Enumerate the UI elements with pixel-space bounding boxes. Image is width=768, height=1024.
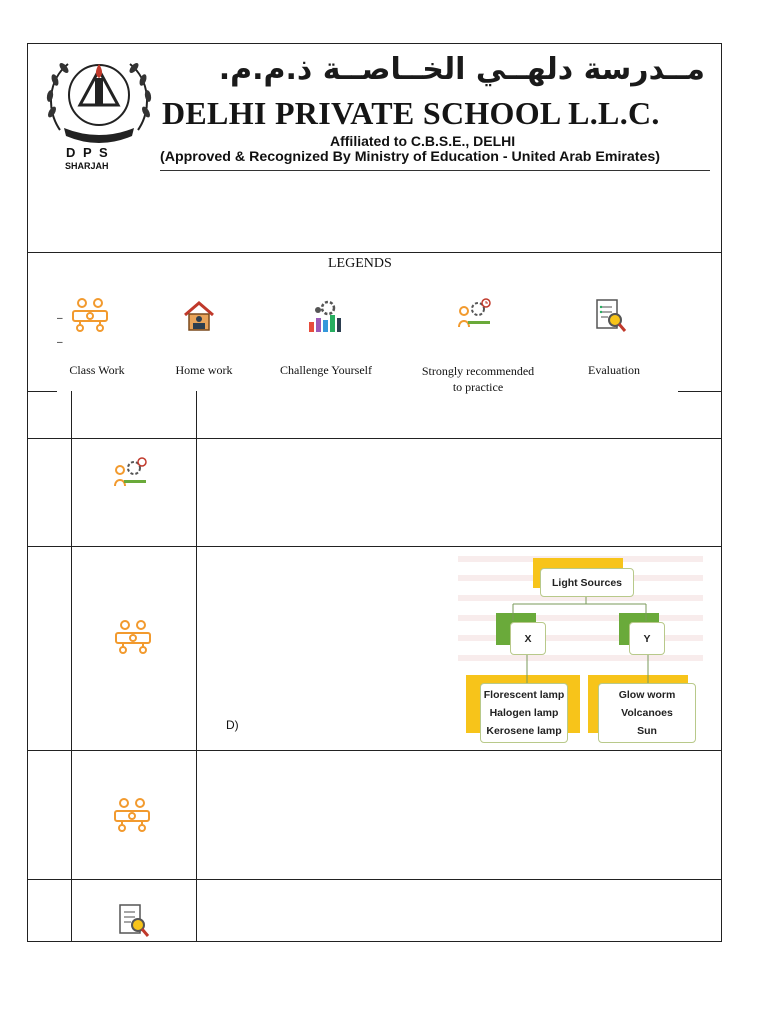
class-work-icon	[112, 795, 152, 840]
table-col-divider	[71, 391, 72, 942]
legend-label-challenge-yourself: Challenge Yourself	[280, 363, 372, 377]
legend-label-line: to practice	[452, 380, 504, 394]
option-d-label: D)	[226, 718, 239, 732]
table-border-left	[27, 391, 28, 942]
legend-dash: –	[57, 337, 63, 348]
evaluation-icon	[118, 903, 150, 944]
diagram-root-box: Light Sources	[540, 568, 634, 597]
diagram-x-items	[480, 683, 568, 743]
table-col-divider	[196, 391, 197, 942]
legend-label-evaluation: Evaluation	[588, 363, 640, 377]
strongly-recommended-icon	[112, 456, 148, 497]
strongly-recommended-icon	[456, 297, 492, 338]
table-row-divider	[27, 546, 722, 547]
legends-title: LEGENDS	[328, 256, 392, 271]
legend-label-line: Strongly recommended	[421, 364, 535, 378]
table-border-right	[721, 391, 722, 942]
table-rule	[27, 391, 57, 392]
evaluation-icon	[595, 298, 627, 339]
table-row-divider	[27, 879, 722, 880]
legend-label-home-work: Home work	[175, 363, 233, 377]
approval-text: (Approved & Recognized By Ministry of Education - United Arab Emirates)	[160, 149, 661, 165]
legend-dash: –	[57, 313, 63, 324]
table-rule	[678, 391, 722, 392]
diagram-item: Volcanoes	[621, 707, 673, 719]
logo-subtext: SHARJAH	[65, 161, 109, 171]
header-rule	[160, 170, 710, 171]
arabic-school-name: مــدرسة دلهــي الخــاصــة ذ.م.م.	[218, 52, 705, 87]
diagram-item: Kerosene lamp	[486, 725, 562, 737]
logo-text: D P S	[66, 145, 110, 160]
legend-label-class-work: Class Work	[69, 363, 125, 377]
class-work-icon	[113, 617, 153, 662]
challenge-yourself-icon	[306, 298, 342, 339]
diagram-y-box: Y	[629, 622, 665, 655]
diagram-item: Florescent lamp	[483, 689, 565, 701]
diagram-item: Glow worm	[618, 689, 676, 701]
light-sources-diagram	[458, 551, 720, 746]
table-row-divider	[27, 438, 722, 439]
legend-label-strongly-recommended	[404, 363, 552, 395]
school-name: DELHI PRIVATE SCHOOL L.L.C.	[162, 95, 660, 131]
diagram-item: Halogen lamp	[489, 707, 559, 719]
diagram-x-box: X	[510, 622, 546, 655]
diagram-y-items	[598, 683, 696, 743]
home-work-icon	[182, 299, 216, 338]
affiliation-text: Affiliated to C.B.S.E., DELHI	[330, 133, 516, 149]
class-work-icon	[70, 297, 110, 338]
table-row-divider	[27, 750, 722, 751]
diagram-item: Sun	[637, 725, 657, 737]
